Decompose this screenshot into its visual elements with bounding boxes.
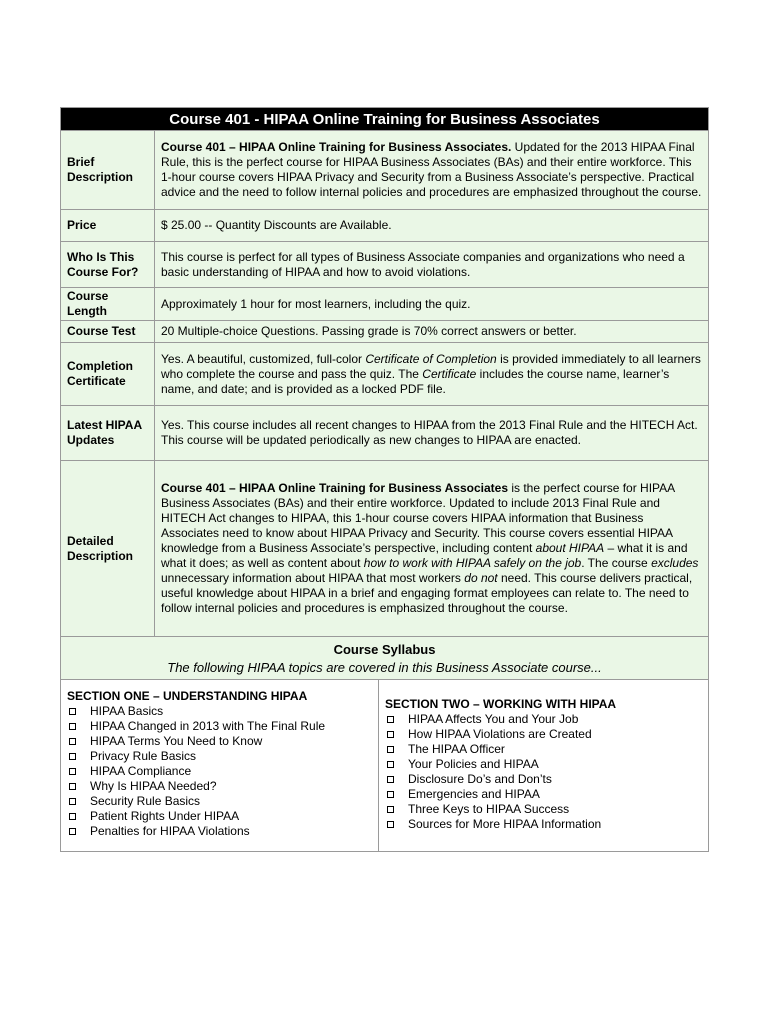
section-one-topic-label: Why Is HIPAA Needed? (90, 779, 217, 793)
section-one-topic (67, 779, 372, 794)
section-two-topic-label: HIPAA Affects You and Your Job (408, 711, 579, 726)
brief-description-row (61, 131, 709, 210)
audience-row (61, 242, 709, 288)
checkbox-bullet-icon (387, 746, 394, 753)
hipaa-updates-value: Yes. This course includes all recent changes to HIPAA from the 2013 Final Rule and the HITECH Act. This course will be updated periodically as new changes to HIPAA are enacted. (155, 406, 709, 461)
checkbox-bullet-icon (69, 783, 76, 790)
syllabus-title: Course Syllabus (333, 642, 436, 657)
section-one-topic (67, 809, 372, 824)
checkbox-bullet-icon (69, 738, 76, 745)
section-two-topic (385, 727, 702, 742)
price-value: $ 25.00 -- Quantity Discounts are Available. (155, 210, 709, 242)
detailed-text-italic-3: excludes (651, 556, 699, 570)
detailed-text-4: unnecessary information about HIPAA that most workers (161, 571, 465, 585)
detailed-description-row (61, 461, 709, 637)
checkbox-bullet-icon (69, 708, 76, 715)
course-info-table (60, 107, 709, 852)
section-two-topic (385, 712, 702, 727)
hipaa-updates-row (61, 406, 709, 461)
course-length-label: Course Length (61, 288, 155, 321)
detailed-text-2: – what it is and what it does; as well as content about (161, 541, 688, 570)
detailed-description-label: Detailed Description (61, 461, 155, 637)
section-one-heading: SECTION ONE – UNDERSTANDING HIPAA (67, 689, 308, 703)
brief-description-text: Updated for the 2013 HIPAA Final Rule, this is the perfect course for HIPAA Business Associates (BAs) and their entire workforce. This 1-hour course covers HIPAA Privacy and Security from a Business Associate’s perspective. Practical advice and the need to follow internal policies and procedures are emphasized throughout the course. (161, 140, 702, 199)
section-two-topic-label: How HIPAA Violations are Created (408, 726, 592, 741)
section-two-topic (385, 817, 702, 832)
hipaa-updates-label: Latest HIPAA Updates (61, 406, 155, 461)
section-one-topic (67, 734, 372, 749)
detailed-text-1: is the perfect course for HIPAA Business Associates (BAs) and their entire workforce. Updated to include 2013 Final Rule and HITECH Act changes to HIPAA, this 1-hour course covers HIPAA information that Business Associates need to know about HIPAA Privacy and Security. This course covers essential HIPAA knowledge from a Business Associate’s perspective, including content (161, 481, 675, 555)
section-one-topic (67, 824, 372, 839)
section-one-topic-label: HIPAA Changed in 2013 with The Final Rule (90, 719, 326, 733)
certificate-text-3: includes the course name, learner’s name, and date; and is provided as a locked PDF file. (161, 366, 670, 396)
course-test-row (61, 321, 709, 343)
section-one-topic-label: HIPAA Terms You Need to Know (90, 734, 263, 748)
checkbox-bullet-icon (69, 768, 76, 775)
checkbox-bullet-icon (387, 806, 394, 813)
section-one-topic (67, 764, 372, 779)
detailed-description-course-name: Course 401 – HIPAA Online Training for Business Associates (161, 481, 508, 495)
section-two-topic (385, 757, 702, 772)
audience-label: Who Is This Course For? (61, 242, 155, 288)
section-one-topics (67, 704, 372, 839)
checkbox-bullet-icon (69, 813, 76, 820)
section-two (379, 680, 709, 852)
certificate-text-italic-1: Certificate of Completion (365, 351, 497, 366)
section-one-topic (67, 794, 372, 809)
section-two-heading: SECTION TWO – WORKING WITH HIPAA (385, 696, 617, 711)
price-label: Price (61, 210, 155, 242)
section-one-topic-label: HIPAA Basics (90, 704, 164, 718)
brief-description-label: Brief Description (61, 131, 155, 210)
section-two-topic-label: Disclosure Do’s and Don’ts (408, 771, 552, 786)
checkbox-bullet-icon (387, 716, 394, 723)
title-row (61, 108, 709, 131)
section-one (61, 680, 379, 852)
section-two-topic (385, 802, 702, 817)
section-one-topic (67, 704, 372, 719)
syllabus-sections-row (61, 680, 709, 852)
section-two-topic-label: Emergencies and HIPAA (408, 786, 540, 801)
section-one-topic (67, 749, 372, 764)
section-one-topic-label: Patient Rights Under HIPAA (90, 809, 240, 823)
detailed-text-3: . The course (581, 556, 652, 570)
checkbox-bullet-icon (69, 723, 76, 730)
detailed-text-italic-4: do not (464, 571, 498, 585)
section-one-topic-label: Penalties for HIPAA Violations (90, 824, 250, 838)
section-one-topic (67, 719, 372, 734)
certificate-text-1: Yes. A beautiful, customized, full-color (161, 351, 366, 366)
detailed-description-value (155, 461, 709, 637)
completion-certificate-row (61, 343, 709, 406)
checkbox-bullet-icon (387, 791, 394, 798)
checkbox-bullet-icon (387, 821, 394, 828)
section-two-topics (385, 712, 702, 832)
course-length-row (61, 288, 709, 321)
audience-value: This course is perfect for all types of Business Associate companies and organizations who need a basic understanding of HIPAA and how to avoid violations. (155, 242, 709, 288)
checkbox-bullet-icon (69, 753, 76, 760)
price-row (61, 210, 709, 242)
section-two-topic-label: Three Keys to HIPAA Success (408, 801, 570, 816)
course-test-value: 20 Multiple-choice Questions. Passing grade is 70% correct answers or better. (155, 321, 709, 343)
certificate-text-2: is provided immediately to all learners who complete the course and pass the quiz. The (161, 351, 701, 381)
section-one-topic-label: Privacy Rule Basics (90, 749, 197, 763)
course-length-value: Approximately 1 hour for most learners, including the quiz. (155, 288, 709, 321)
course-title: Course 401 - HIPAA Online Training for Business Associates (61, 108, 709, 131)
completion-certificate-label: Completion Certificate (61, 343, 155, 406)
checkbox-bullet-icon (387, 761, 394, 768)
checkbox-bullet-icon (387, 731, 394, 738)
section-two-topic-label: The HIPAA Officer (408, 741, 505, 756)
detailed-text-5: need. This course delivers practical, useful knowledge about HIPAA in a brief and engaging format employees can relate to. The need to follow internal policies and procedures is emphasized throughout the course. (161, 571, 693, 615)
checkbox-bullet-icon (69, 798, 76, 805)
checkbox-bullet-icon (69, 828, 76, 835)
syllabus-header (61, 637, 709, 680)
section-two-topic (385, 787, 702, 802)
section-one-topic-label: HIPAA Compliance (90, 764, 192, 778)
brief-description-course-name: Course 401 – HIPAA Online Training for Business Associates. (161, 140, 512, 154)
detailed-text-italic-2: how to work with HIPAA safely on the job (363, 556, 582, 570)
section-two-topic-label: Sources for More HIPAA Information (408, 816, 602, 831)
section-two-topic (385, 742, 702, 757)
detailed-text-italic-1: about HIPAA (535, 541, 605, 555)
course-test-label: Course Test (61, 321, 155, 343)
section-one-topic-label: Security Rule Basics (90, 794, 201, 808)
course-info-sheet (60, 107, 708, 852)
section-two-topic-label: Your Policies and HIPAA (408, 756, 539, 771)
certificate-text-italic-2: Certificate (422, 366, 477, 381)
section-two-topic (385, 772, 702, 787)
completion-certificate-value (155, 343, 709, 406)
syllabus-header-row (61, 637, 709, 680)
brief-description-value (155, 131, 709, 210)
checkbox-bullet-icon (387, 776, 394, 783)
syllabus-subtitle: The following HIPAA topics are covered in this Business Associate course... (167, 660, 602, 675)
